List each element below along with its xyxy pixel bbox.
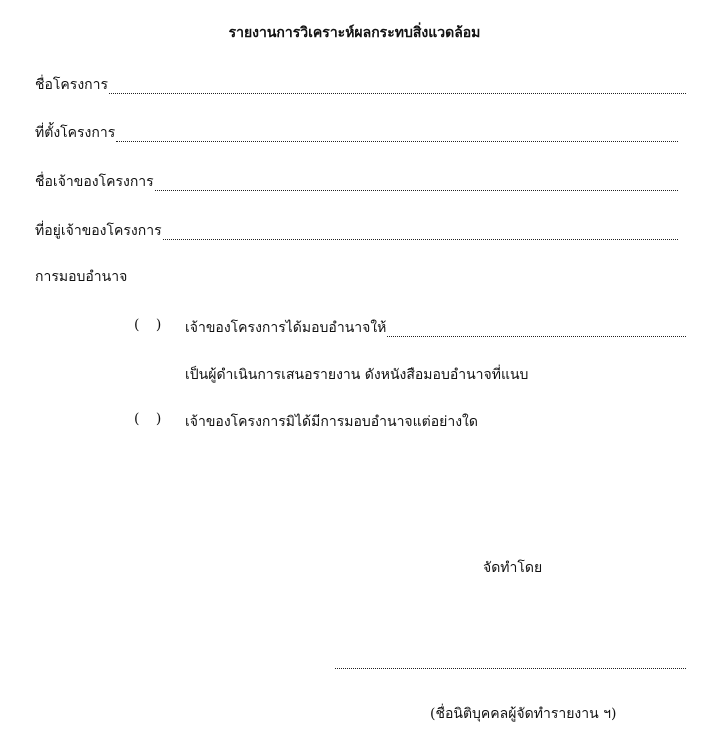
project-name-field[interactable]: [35, 74, 686, 96]
owner-name-blank[interactable]: [155, 189, 678, 191]
project-location-blank[interactable]: [116, 140, 678, 142]
option1-label: เจ้าของโครงการได้มอบอำนาจให้: [185, 320, 387, 336]
owner-address-label: ที่อยู่เจ้าของโครงการ: [35, 223, 162, 239]
option1-continuation: เป็นผู้ดำเนินการเสนอรายงาน ดังหนังสือมอบอำนาจที่แนบ: [185, 367, 529, 383]
project-name-label: ชื่อโครงการ: [35, 77, 109, 93]
owner-address-field[interactable]: [35, 220, 678, 242]
owner-name-field[interactable]: [35, 171, 678, 193]
option2-label: เจ้าของโครงการมิได้มีการมอบอำนาจแต่อย่างใด: [185, 414, 478, 430]
option1-blank[interactable]: [387, 335, 686, 337]
project-location-field[interactable]: [35, 122, 678, 144]
owner-address-blank[interactable]: [163, 238, 678, 240]
signature-line[interactable]: [335, 667, 686, 669]
project-location-label: ที่ตั้งโครงการ: [35, 125, 116, 141]
document-title: รายงานการวิเคราะห์ผลกระทบสิ่งแวดล้อม: [228, 25, 481, 41]
option1-field[interactable]: [185, 317, 686, 339]
option1-checkbox[interactable]: ( ): [134, 317, 168, 333]
prepared-by-label: จัดทำโดย: [483, 560, 543, 576]
signature-caption: (ชื่อนิติบุคคลผู้จัดทำรายงาน ฯ): [430, 706, 617, 722]
authorization-heading: การมอบอำนาจ: [35, 269, 128, 285]
owner-name-label: ชื่อเจ้าของโครงการ: [35, 174, 154, 190]
project-name-blank[interactable]: [109, 92, 686, 94]
option2-checkbox[interactable]: ( ): [134, 411, 168, 427]
